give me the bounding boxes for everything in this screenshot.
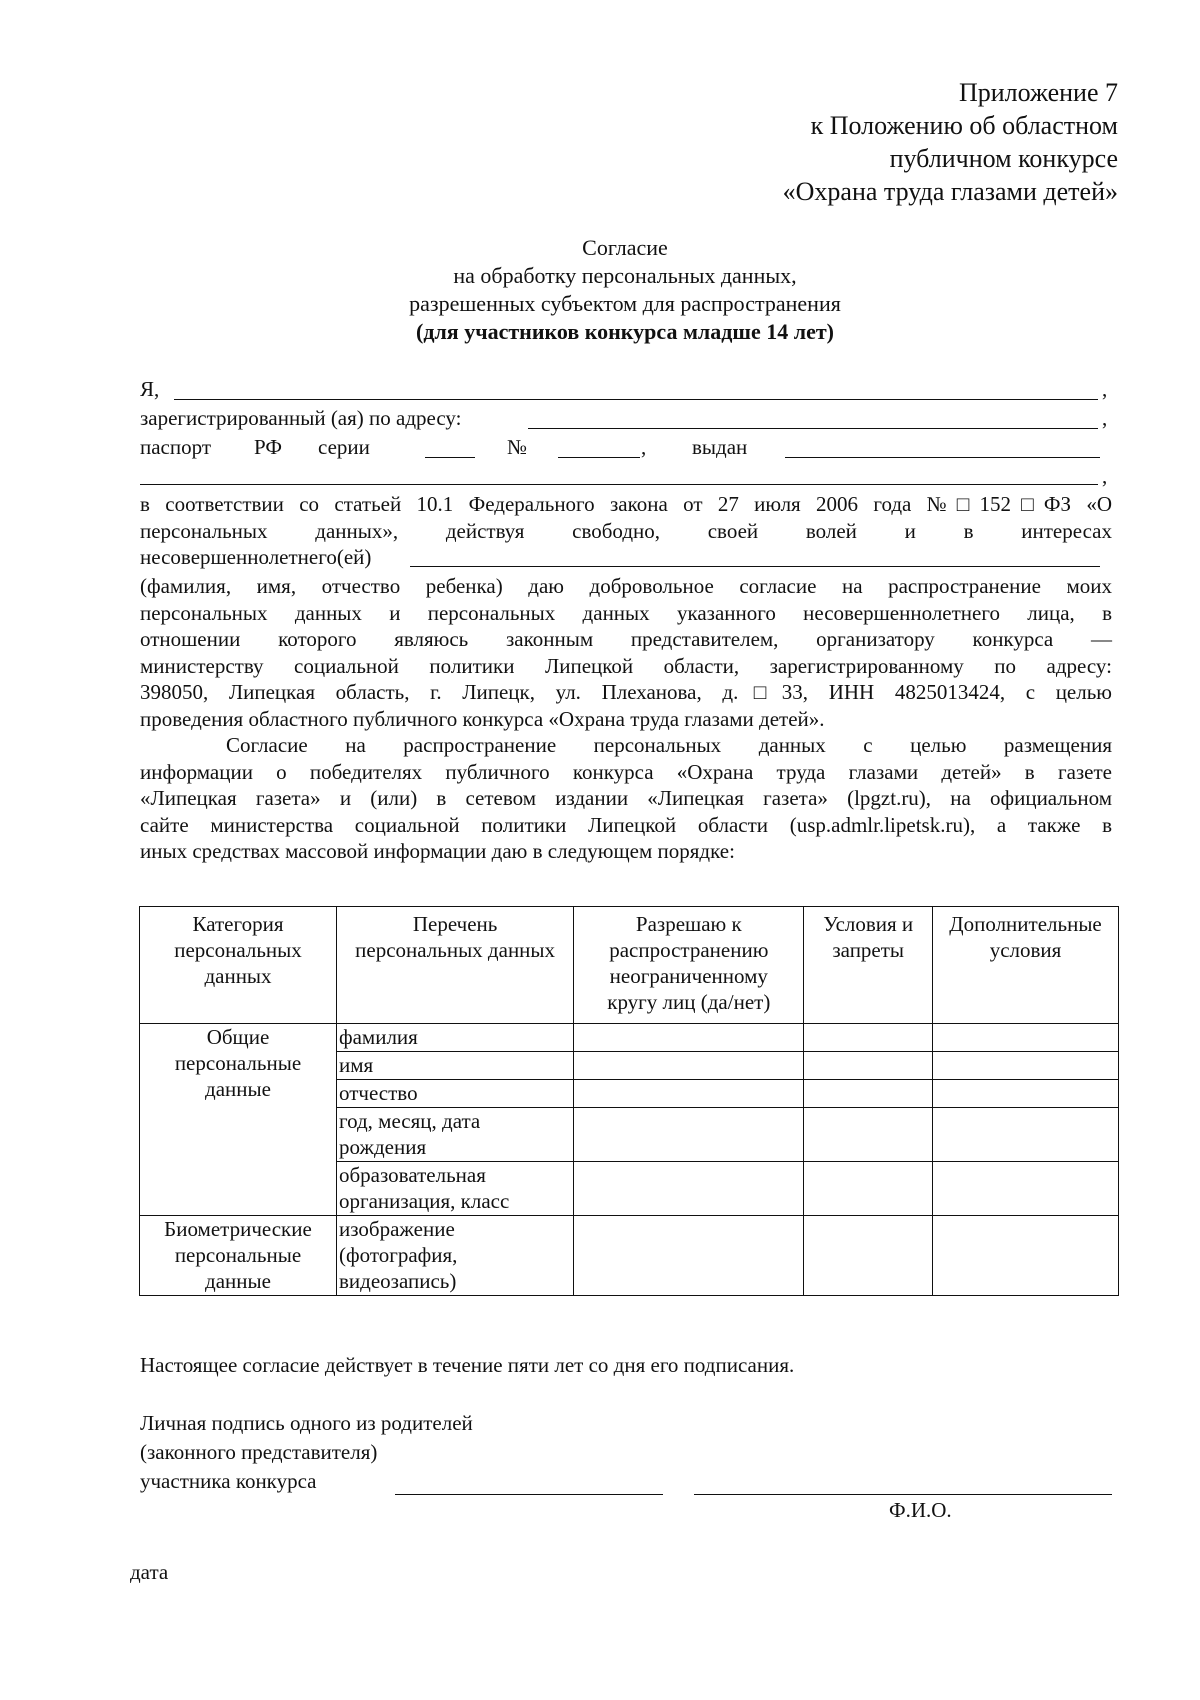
permit-cell[interactable] — [574, 1216, 804, 1296]
appendix-line-4: «Охрана труда глазами детей» — [782, 177, 1118, 206]
appendix-line-1: Приложение 7 — [958, 78, 1118, 107]
form-row-name — [140, 375, 1112, 403]
header-text: персональных — [174, 938, 302, 962]
header-text: персональных данных — [355, 938, 556, 962]
form-row-passport — [140, 433, 1112, 461]
title-line-2: на обработку персональных данных, — [453, 263, 797, 288]
category-biometric — [140, 1216, 337, 1296]
paragraph-3-line-5: иных средствах массовой информации даю в следующем порядке: — [140, 839, 735, 863]
category-text: данные — [205, 1269, 271, 1293]
header-conditions — [804, 907, 933, 1024]
permit-cell[interactable] — [574, 1080, 804, 1108]
comma: , — [1102, 464, 1108, 488]
paragraph-2-line-5: 398050, Липецкая область, г. Липецк, ул. Плеханова, д.□33, ИНН 4825013424, с целью — [140, 680, 1112, 704]
paragraph-3 — [140, 732, 1112, 865]
signature-line-1: Личная подпись одного из родителей — [140, 1411, 473, 1435]
permit-cell[interactable] — [574, 1108, 804, 1162]
name-fill-line[interactable] — [174, 399, 1098, 400]
category-text: персональные — [174, 1243, 302, 1267]
additional-cell[interactable] — [933, 1108, 1119, 1162]
header-text: Категория — [192, 912, 284, 936]
item-patronymic — [337, 1080, 574, 1108]
header-text: условия — [989, 938, 1062, 962]
appendix-header — [618, 76, 1118, 208]
series-fill-line[interactable] — [425, 457, 475, 458]
header-list — [337, 907, 574, 1024]
form-row-blank — [140, 462, 1112, 490]
blank-fill-line[interactable] — [140, 484, 1098, 485]
validity-statement: Настоящее согласие действует в течение пяти лет со дня его подписания. — [140, 1353, 795, 1377]
passport-label: паспорт — [140, 435, 212, 459]
signature-line-2: (законного представителя) — [140, 1440, 378, 1464]
address-fill-line[interactable] — [528, 428, 1098, 429]
permit-cell[interactable] — [574, 1052, 804, 1080]
paragraph-1-line-3 — [140, 544, 1112, 571]
comma: , — [1102, 377, 1108, 401]
header-text: неограниченному — [609, 964, 768, 988]
paragraph-3-line-1: Согласие на распространение персональных данных с целью размещения — [226, 733, 1112, 757]
form-row-address — [140, 404, 1112, 432]
table-row — [140, 1024, 1119, 1052]
issued-fill-line[interactable] — [785, 457, 1100, 458]
consent-table — [139, 906, 1119, 1296]
item-text: отчество — [339, 1081, 418, 1105]
item-image — [337, 1216, 574, 1296]
conditions-cell[interactable] — [804, 1024, 933, 1052]
signature-block — [140, 1409, 473, 1496]
signature-line-3: участника конкурса — [140, 1469, 317, 1493]
additional-cell[interactable] — [933, 1024, 1119, 1052]
additional-cell[interactable] — [933, 1162, 1119, 1216]
appendix-line-3: публичном конкурсе — [889, 144, 1118, 173]
signature-fill-line[interactable] — [395, 1494, 663, 1495]
table-row — [140, 1216, 1119, 1296]
header-category — [140, 907, 337, 1024]
header-text: кругу лиц (да/нет) — [607, 990, 771, 1014]
date-label: дата — [130, 1560, 169, 1584]
rf-label: РФ — [254, 435, 282, 459]
header-additional — [933, 907, 1119, 1024]
item-text: год, месяц, дата — [339, 1109, 481, 1133]
title-line-3: разрешенных субъектом для распространения — [409, 291, 841, 316]
item-text: видеозапись) — [339, 1269, 457, 1293]
additional-cell[interactable] — [933, 1216, 1119, 1296]
item-text: фамилия — [339, 1025, 418, 1049]
paragraph-2-line-6: проведения областного публичного конкурса «Охрана труда глазами детей». — [140, 706, 825, 731]
minor-name-fill-line[interactable] — [410, 566, 1100, 567]
conditions-cell[interactable] — [804, 1108, 933, 1162]
fio-label: Ф.И.О. — [889, 1498, 952, 1522]
item-text: имя — [339, 1053, 374, 1077]
conditions-cell[interactable] — [804, 1052, 933, 1080]
paragraph-1 — [140, 491, 1112, 571]
header-permit — [574, 907, 804, 1024]
issued-label: выдан — [692, 435, 748, 459]
category-general — [140, 1024, 337, 1216]
permit-cell[interactable] — [574, 1024, 804, 1052]
title-line-4: (для участников конкурса младше 14 лет) — [416, 319, 834, 344]
conditions-cell[interactable] — [804, 1216, 933, 1296]
header-text: запреты — [832, 938, 905, 962]
minor-label: несовершеннолетнего(ей) — [140, 545, 372, 569]
paragraph-2-line-3: отношении которого являюсь законным представителем, организатору конкурса — — [140, 627, 1112, 651]
category-text: Биометрические — [164, 1217, 312, 1241]
header-text: данных — [204, 964, 272, 988]
item-surname — [337, 1024, 574, 1052]
category-text: персональные — [174, 1051, 302, 1075]
paragraph-3-line-3: «Липецкая газета» и (или) в сетевом издании «Липецкая газета» (lpgzt.ru), на официальном — [140, 786, 1112, 810]
number-label: № — [507, 435, 528, 459]
paragraph-2-line-2: персональных данных и персональных данных указанного несовершеннолетнего лица, в — [140, 600, 1112, 625]
comma: , — [1102, 406, 1108, 430]
paragraph-3-line-4: сайте министерства социальной политики Липецкой области (usp.admlr.lipetsk.ru), а также в — [140, 812, 1112, 837]
paragraph-1-line-2: персональных данных», действуя свободно, своей волей и в интересах — [140, 518, 1112, 543]
paragraph-2-line-1: (фамилия, имя, отчество ребенка) даю добровольное согласие на распространение моих — [140, 574, 1112, 598]
title-line-1: Согласие — [582, 235, 668, 260]
appendix-line-2: к Положению об областном — [810, 111, 1118, 140]
i-label: Я, — [140, 377, 160, 401]
header-text: Дополнительные — [949, 912, 1102, 936]
item-text: (фотография, — [339, 1243, 458, 1267]
document-title — [140, 234, 1110, 346]
series-label: серии — [318, 435, 370, 459]
permit-cell[interactable] — [574, 1162, 804, 1216]
item-birthdate — [337, 1108, 574, 1162]
header-text: Перечень — [412, 912, 498, 936]
item-text: образовательная — [339, 1163, 486, 1187]
header-text: Условия и — [823, 912, 914, 936]
item-text: рождения — [339, 1135, 427, 1159]
additional-cell[interactable] — [933, 1052, 1119, 1080]
item-text: организация, класс — [339, 1189, 510, 1213]
item-text: изображение — [339, 1217, 455, 1241]
conditions-cell[interactable] — [804, 1080, 933, 1108]
fio-fill-line[interactable] — [694, 1494, 1112, 1495]
item-name — [337, 1052, 574, 1080]
item-education — [337, 1162, 574, 1216]
additional-cell[interactable] — [933, 1080, 1119, 1108]
table-header-row — [140, 907, 1119, 1024]
category-text: данные — [205, 1077, 271, 1101]
paragraph-1-line-1: в соответствии со статьей 10.1 Федерального закона от 27 июля 2006 года №□152□ФЗ «О — [140, 492, 1112, 516]
number-fill-line[interactable] — [558, 457, 640, 458]
paragraph-3-line-2: информации о победителях публичного конкурса «Охрана труда глазами детей» в газете — [140, 759, 1112, 784]
paragraph-2 — [140, 573, 1112, 732]
registered-label: зарегистрированный (ая) по адресу: — [140, 406, 462, 430]
header-text: Разрешаю к — [635, 912, 742, 936]
comma: , — [641, 435, 647, 459]
paragraph-2-line-4: министерству социальной политики Липецкой области, зарегистрированному по адресу: — [140, 653, 1112, 678]
header-text: распространению — [609, 938, 769, 962]
conditions-cell[interactable] — [804, 1162, 933, 1216]
category-text: Общие — [206, 1025, 270, 1049]
